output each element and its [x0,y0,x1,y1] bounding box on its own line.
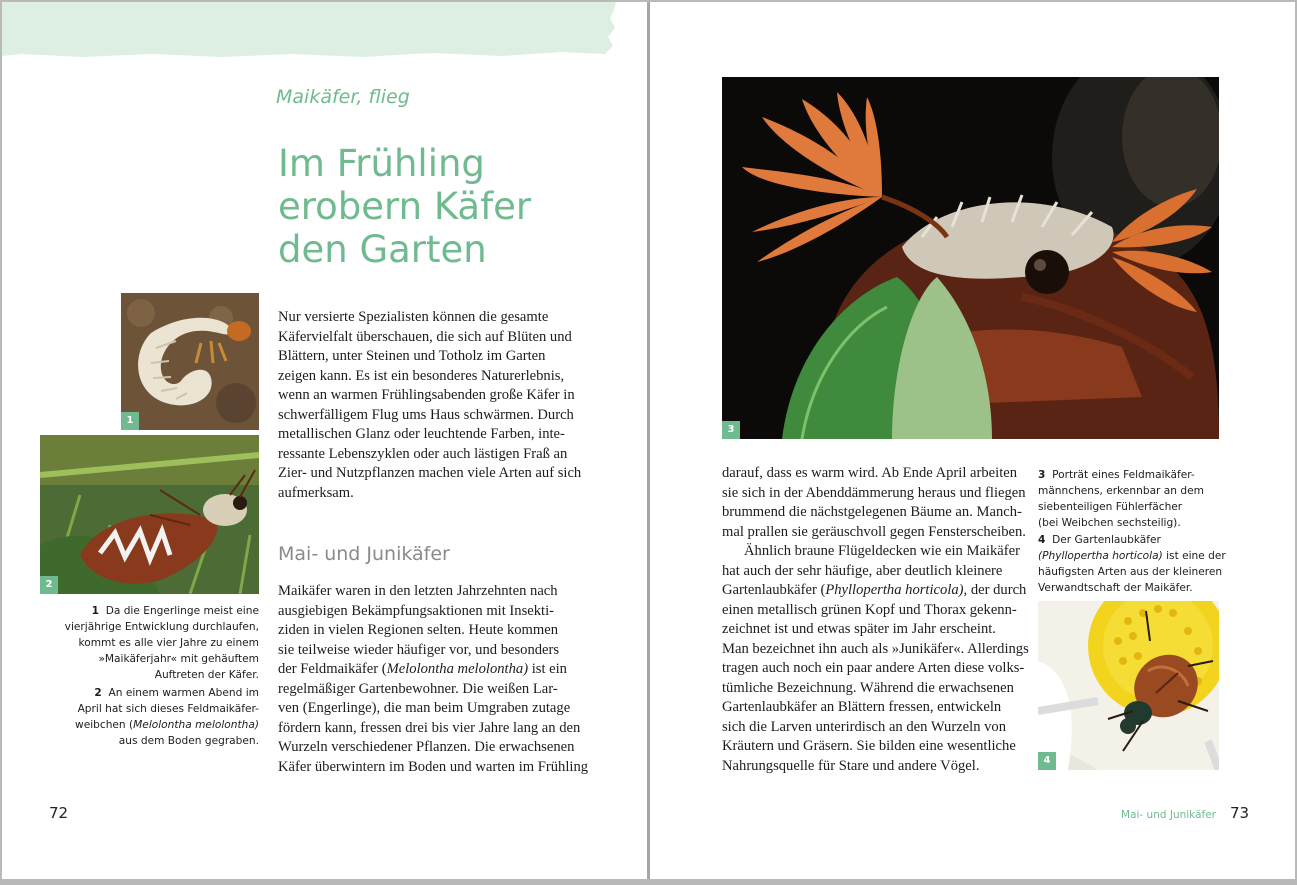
photo-garden-chafer [1038,601,1219,770]
photo-larva [121,293,259,430]
page-number: 72 [49,804,69,822]
photo-number-badge: 1 [121,412,139,430]
species-name: Melolontha melolontha) [133,719,259,731]
text-line: Käfer überwintern im Boden und warten im Frühling [278,758,589,775]
text-line: tümliche Bezeichnung. Während die erwachsenen [722,679,1014,696]
caption-line: vierjährige Entwicklung durchlaufen, [64,621,259,633]
text-line: wenn an warmen Frühlingsabenden große Käfer in [278,387,575,403]
caption-2 [38,685,259,749]
caption-text: Porträt eines Feldmaikäfer- [1052,469,1195,481]
photo-number-badge: 4 [1038,752,1056,770]
photo-number-badge: 2 [40,576,58,594]
caption-number: 1 [91,605,99,617]
caption-line [1038,548,1228,564]
text-line: sich die Larven unterirdisch an den Wurzeln von [722,718,1007,735]
caption-line [1038,467,1228,483]
text-line: brummend die nächstgelegenen Bäume an. Manch- [722,504,1022,520]
text-line: Käfervielfalt überschauen, die sich auf Blüten und [278,328,572,345]
species-name: (Phyllopertha horticola) [1038,550,1163,562]
text-line: zeigen kann. Es ist ein besonderes Naturerlebnis, [278,367,565,384]
caption-line: häufigsten Arten aus der kleineren [1038,566,1223,578]
caption-text: An einem warmen Abend im [108,687,259,699]
caption-1 [38,603,259,683]
brush-stroke-header [2,2,616,58]
photo-cockchafer-portrait [722,77,1219,439]
text-line: ressante Lebenszyklen oder auch lästigen Fraß an [278,445,568,462]
text-line [278,660,598,680]
text-line: Nur versierte Spezialisten können die gesamte [278,309,549,325]
species-name: Melolontha melolontha) [386,661,529,677]
section-subhead: Mai- und Junikäfer [278,543,450,565]
text-line: zeichnet ist und etwas später im Jahr erscheint. [722,621,996,637]
caption-text: Der Gartenlaubkäfer [1052,534,1161,546]
caption-line [38,603,259,619]
text-line: regelmäßiger Gartenbewohner. Die weißen Lar- [278,680,558,697]
text-line: schwerfälligem Flug ums Haus schwärmen. Durch [278,406,574,423]
caption-text: ist eine der [1162,550,1226,562]
text-run: der Feldmaikäfer ( [278,661,387,677]
text-line: Maikäfer waren in den letzten Jahrzehnten nach [278,583,558,599]
section-paragraph [278,582,598,777]
page-title [278,142,531,271]
text-line: Gartenlaubkäfer an Blättern fressen, entwickeln [722,699,1002,715]
text-line: Blättern, unter Steinen und Totholz im Garten [278,348,546,364]
text-line: fördern kann, fressen drei bis vier Jahre lang an den [278,719,581,736]
caption-line [38,685,259,701]
caption-line: Auftreten der Käfer. [154,669,259,681]
text-line: darauf, dass es warm wird. Ab Ende April arbeiten [722,465,1018,481]
caption-4 [1038,532,1228,596]
caption-line: Verwandtschaft der Maikäfer. [1038,582,1193,594]
species-name: Phyllopertha horticola), [825,582,968,598]
garden-chafer-image [1038,601,1219,770]
text-line: Ähnlich braune Flügeldecken wie ein Maikäfer [744,543,1020,559]
text-line: metallischen Glanz oder leuchtende Farben, inte- [278,426,565,442]
text-line: Nahrungsquelle für Stare und andere Vögel. [722,757,980,774]
caption-line: siebenteiligen Fühlerfächer [1038,501,1183,513]
caption-line: kommt es alle vier Jahre zu einem [78,637,259,649]
left-page [2,2,647,879]
continued-paragraph [722,464,1032,776]
caption-number: 2 [94,687,102,699]
text-line [722,581,1032,601]
text-line: ziden in vielen Regionen selten. Heute kommen [278,622,559,638]
caption-line [38,717,259,733]
text-line: Kräutern und Gräsern. Sie bilden eine wesentliche [722,738,1016,754]
text-line: ausgiebigen Bekämpfungsaktionen mit Insekti- [278,602,555,619]
title-line: den Garten [278,228,487,271]
text-line: sie teilweise wieder häufiger vor, und besonders [278,641,560,658]
kicker: Maikäfer, flieg [276,86,410,108]
caption-number: 3 [1038,469,1046,481]
caption-line: »Maikäferjahr« mit gehäuftem [98,653,259,665]
title-line: Im Frühling [278,142,485,185]
text-line: einen metallisch grünen Kopf und Thorax gekenn- [722,601,1017,618]
photo-number-badge: 3 [722,421,740,439]
text-run: Gartenlaubkäfer ( [722,582,826,598]
text-line: sie sich in der Abenddämmerung heraus und fliegen [722,484,1026,501]
caption-3 [1038,467,1228,531]
text-line: Wurzeln verschiedener Pflanzen. Die erwachsenen [278,739,575,755]
text-run: ist ein [528,661,567,677]
larva-image [121,293,259,430]
right-page [650,2,1295,879]
text-line: tragen auch noch ein paar andere Arten diese volks- [722,660,1025,676]
caption-text: weibchen ( [75,719,134,731]
intro-paragraph [278,308,598,503]
caption-line [1038,532,1228,548]
text-line: Man bezeichnet ihn auch als »Junikäfer«. Allerdings [722,640,1029,657]
caption-line: April hat sich dieses Feldmaikäfer- [77,703,259,715]
beetle-stem-image [40,435,259,594]
caption-line: aus dem Boden gegraben. [118,735,259,747]
text-line: Zier- und Nutzpflanzen machen viele Arten auf sich [278,465,582,481]
text-line: aufmerksam. [278,484,354,501]
text-line: mal prallen sie geräuschvoll gegen Fensterscheiben. [722,523,1026,540]
caption-number: 4 [1038,534,1046,546]
text-line: ven (Engerlinge), die man beim Umgraben zutage [278,700,571,716]
caption-line: (bei Weibchen sechsteilig). [1038,517,1181,529]
running-head: Mai- und Junikäfer [1121,809,1216,821]
page-number: 73 [1230,804,1250,822]
caption-text: Da die Engerlinge meist eine [105,605,259,617]
text-run: der durch [967,582,1027,598]
photo-beetle-stem [40,435,259,594]
caption-line: männchens, erkennbar an dem [1038,485,1204,497]
text-line: hat auch der sehr häufige, aber deutlich kleinere [722,562,1003,579]
title-line: erobern Käfer [278,185,532,228]
cockchafer-portrait-image [722,77,1219,439]
